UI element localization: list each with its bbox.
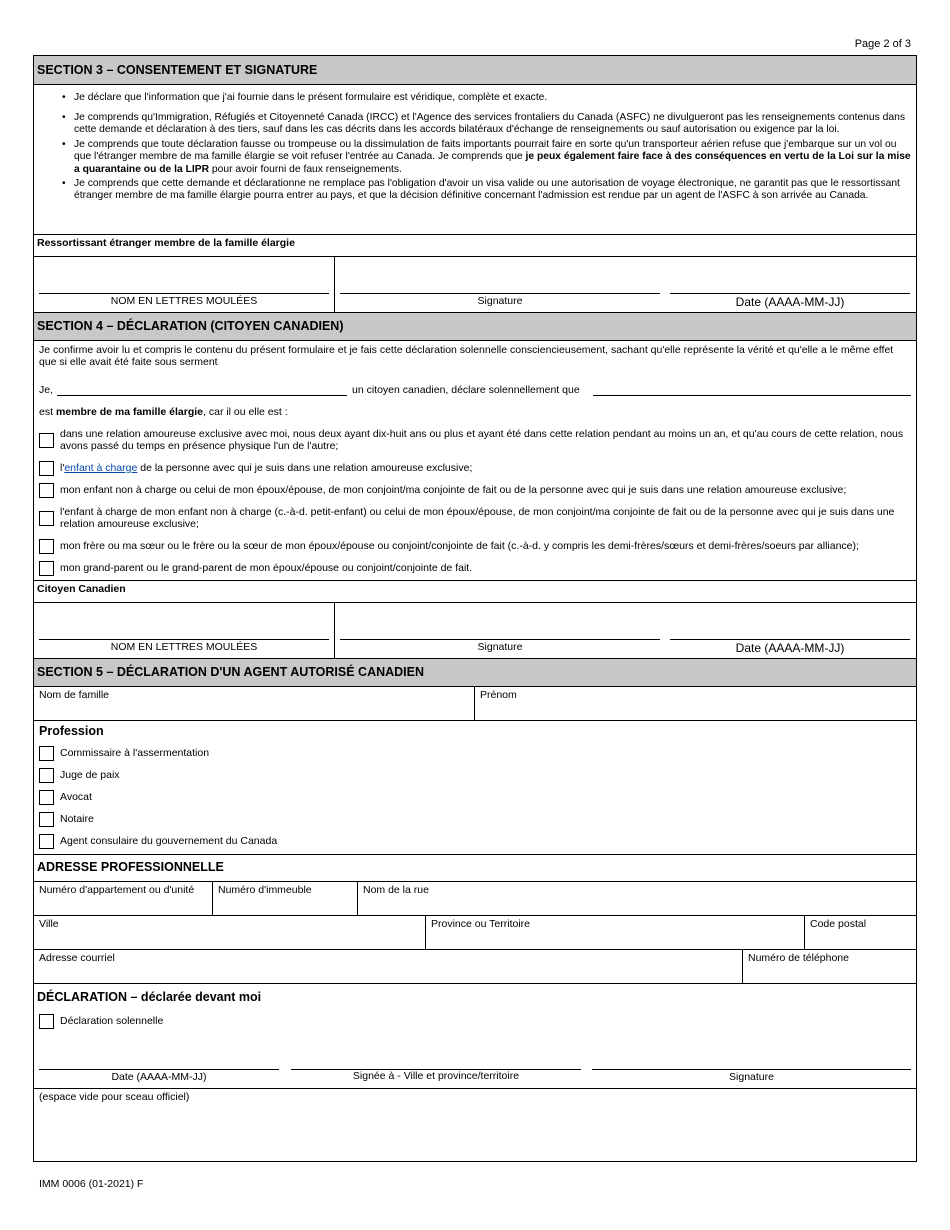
option-text: l' — [60, 462, 65, 474]
apt-label: Numéro d'appartement ou d'unité — [39, 884, 195, 896]
je-label: Je, — [39, 384, 54, 396]
address-heading: ADRESSE PROFESSIONNELLE — [37, 860, 224, 874]
profession-commissioner-label: Commissaire à l'assermentation — [60, 747, 210, 759]
last-name-field[interactable] — [35, 702, 471, 718]
solemn-declaration-checkbox[interactable] — [39, 1014, 54, 1029]
section4-signer-heading: Citoyen Canadien — [37, 583, 126, 595]
relationship-checkbox-4[interactable] — [39, 511, 54, 526]
street-label: Nom de la rue — [363, 884, 429, 896]
divider — [425, 915, 426, 949]
s3-signature-line[interactable] — [340, 293, 660, 294]
consent-text: Je comprends que toute déclaration fausse ou trompeuse ou la dissimulation de faits importants pourrait faire en sorte qu'un transporteur aérien refuse que j'embarque sur un vol ou que l'étranger membre de ma famille élargie se voit refuser l'entrée au Canada. Je comprends que — [74, 138, 897, 163]
relationship-option-4: l'enfant à charge de mon enfant non à charge (c.-à-d. petit-enfant) ou celui de mon époux/épouse, de mon conjoint/ma conjointe de fait ou de la personne avec qui je suis dans une relation amoureuse exclusive; — [60, 506, 895, 531]
divider — [34, 983, 916, 984]
profession-checkbox-commissioner[interactable] — [39, 746, 54, 761]
member-text: , car il ou elle est : — [203, 406, 288, 418]
section3-consent-list — [62, 92, 912, 210]
consent-item: • Je comprends qu'Immigration, Réfugiés et Citoyenneté Canada (IRCC) et l'Agence des services frontaliers du Canada (ASFC) ne divulgueront pas les renseignements contenus dans cette demande et déclaration à des tiers, sauf dans les cas décrits dans les accords bilatéraux d'échange de renseignements ou sauf autorisation ou exigence par la loi. — [62, 112, 912, 137]
profession-consular-label: Agent consulaire du gouvernement du Canada — [60, 835, 278, 847]
member-text-bold: membre de ma famille élargie — [55, 406, 204, 418]
option-text: de la personne avec qui je suis dans une relation amoureuse exclusive; — [137, 462, 473, 474]
divider — [34, 686, 916, 687]
consent-text-bold: je peux également faire face à des conséquences en vertu de la Loi sur la mise a quarantaine ou de la LIPR — [74, 151, 911, 175]
first-name-field[interactable] — [477, 702, 913, 718]
divider — [34, 1088, 916, 1089]
divider — [212, 881, 213, 915]
declaration-date-label: Date (AAAA-MM-JJ) — [111, 1071, 207, 1083]
divider — [357, 881, 358, 915]
consent-item: • Je comprends que cette demande et déclarationne ne remplace pas l'obligation d'avoir un visa valide ou une autorisation de voyage électronique, ne garantit pas que le ressortissant étranger membre de ma famille élargie pourra entrer au pays, et que la décision définitive concernant l'admission est rendue par un agent de l'ASFC à son arrivée au Canada. — [62, 178, 912, 203]
relationship-checkbox-5[interactable] — [39, 539, 54, 554]
declaration-signature-line[interactable] — [592, 1069, 911, 1070]
divider — [742, 949, 743, 983]
relationship-checkbox-3[interactable] — [39, 483, 54, 498]
form-code: IMM 0006 (01-2021) F — [39, 1178, 144, 1190]
relationship-checkbox-6[interactable] — [39, 561, 54, 576]
s4-date-line[interactable] — [670, 639, 910, 640]
section5-title: SECTION 5 – DÉCLARATION D'UN AGENT AUTORISÉ CANADIEN — [37, 665, 425, 679]
last-name-label: Nom de famille — [39, 689, 110, 701]
divider — [34, 234, 916, 235]
s4-date-label: Date (AAAA-MM-JJ) — [735, 641, 845, 655]
profession-notary-label: Notaire — [60, 813, 94, 825]
s3-date-label: Date (AAAA-MM-JJ) — [735, 295, 845, 309]
member-text: est — [39, 406, 56, 418]
section5-header — [34, 659, 916, 686]
s3-name-label: NOM EN LETTRES MOULÉES — [110, 295, 258, 307]
page-number: Page 2 of 3 — [854, 38, 911, 50]
section4-title: SECTION 4 – DÉCLARATION (CITOYEN CANADIEN) — [37, 319, 344, 333]
s4-name-label: NOM EN LETTRES MOULÉES — [110, 641, 258, 653]
official-seal-area — [35, 1105, 913, 1159]
divider — [804, 915, 805, 949]
divider — [34, 720, 916, 721]
profession-lawyer-label: Avocat — [60, 791, 92, 803]
relationship-option-6: mon grand-parent ou le grand-parent de mon époux/épouse ou conjoint/conjointe de fait. — [60, 562, 473, 574]
phone-field[interactable] — [744, 965, 913, 981]
s3-name-line[interactable] — [39, 293, 329, 294]
building-label: Numéro d'immeuble — [218, 884, 312, 896]
relationship-checkbox-2[interactable] — [39, 461, 54, 476]
postal-label: Code postal — [810, 918, 867, 930]
relationship-checkbox-1[interactable] — [39, 433, 54, 448]
dependent-child-link[interactable]: enfant à charge — [64, 462, 138, 474]
member-statement — [39, 406, 288, 418]
seal-label: (espace vide pour sceau officiel) — [39, 1091, 190, 1103]
profession-checkbox-lawyer[interactable] — [39, 790, 54, 805]
profession-heading: Profession — [39, 724, 104, 738]
divider — [474, 686, 475, 720]
relationship-option-1: dans une relation amoureuse exclusive avec moi, nous deux ayant dix-huit ans ou plus et ayant été dans cette relation pendant au moins un an, et qu'au cours de cette relation, nous avons passé du temps en présence physique l'un de l'autre; — [60, 428, 904, 453]
s3-date-line[interactable] — [670, 293, 910, 294]
consent-item — [62, 139, 912, 177]
building-field[interactable] — [214, 897, 355, 913]
apt-field[interactable] — [35, 897, 210, 913]
section4-header — [34, 313, 916, 340]
citizen-declares-label: un citoyen canadien, déclare solennellement que — [352, 384, 580, 396]
profession-justice-label: Juge de paix — [60, 769, 120, 781]
relationship-option-5: mon frère ou ma sœur ou le frère ou la sœur de mon époux/épouse ou conjoint/conjointe de fait (c.-à-d. y compris les demi-frères/sœurs et demi-frères/soeurs par alliance); — [60, 540, 859, 552]
divider — [34, 602, 916, 603]
profession-checkbox-consular[interactable] — [39, 834, 54, 849]
declaration-date-line[interactable] — [39, 1069, 279, 1070]
divider — [34, 340, 916, 341]
consent-text: pour avoir fourni de faux renseignements. — [209, 163, 402, 175]
section3-title: SECTION 3 – CONSENTEMENT ET SIGNATURE — [37, 63, 318, 77]
city-field[interactable] — [35, 931, 423, 947]
divider — [34, 84, 916, 85]
city-label: Ville — [39, 918, 59, 930]
divider — [34, 881, 916, 882]
s4-name-line[interactable] — [39, 639, 329, 640]
divider — [334, 602, 335, 658]
member-name-line[interactable] — [593, 395, 911, 396]
first-name-label: Prénom — [480, 689, 517, 701]
declaration-signature-label: Signature — [729, 1071, 774, 1083]
divider — [34, 949, 916, 950]
divider — [34, 854, 916, 855]
divider — [334, 256, 335, 312]
postal-field[interactable] — [806, 931, 913, 947]
s3-signature-label: Signature — [477, 295, 523, 307]
street-field[interactable] — [359, 897, 913, 913]
divider — [34, 915, 916, 916]
consent-item: • Je déclare que l'information que j'ai fournie dans le présent formulaire est véridique, complète et exacte. — [62, 92, 912, 105]
divider — [34, 256, 916, 257]
profession-checkbox-notary[interactable] — [39, 812, 54, 827]
section3-signer-heading: Ressortissant étranger membre de la famille élargie — [37, 237, 295, 249]
solemn-declaration-label: Déclaration solennelle — [60, 1015, 164, 1027]
profession-checkbox-justice[interactable] — [39, 768, 54, 783]
signed-at-label: Signée à - Ville et province/territoire — [352, 1070, 520, 1082]
divider — [34, 580, 916, 581]
relationship-option-2 — [60, 462, 472, 474]
s4-signature-label: Signature — [477, 641, 523, 653]
citizen-name-line[interactable] — [57, 395, 347, 396]
section4-intro: Je confirme avoir lu et compris le contenu du présent formulaire et je fais cette déclaration solennelle consciencieusement, sachant qu'elle représente la vérité et qu'elle a le même effet que si elle avait été faite sous serment — [39, 344, 894, 369]
declaration-heading: DÉCLARATION – déclarée devant moi — [37, 990, 262, 1004]
relationship-option-3: mon enfant non à charge ou celui de mon époux/épouse, de mon conjoint/ma conjointe de fait ou de la personne avec qui je suis dans une relation amoureuse exclusive; — [60, 484, 847, 496]
province-field[interactable] — [427, 931, 802, 947]
province-label: Province ou Territoire — [431, 918, 531, 930]
s4-signature-line[interactable] — [340, 639, 660, 640]
phone-label: Numéro de téléphone — [748, 952, 849, 964]
section3-header — [34, 56, 916, 84]
email-field[interactable] — [35, 965, 740, 981]
email-label: Adresse courriel — [39, 952, 115, 964]
